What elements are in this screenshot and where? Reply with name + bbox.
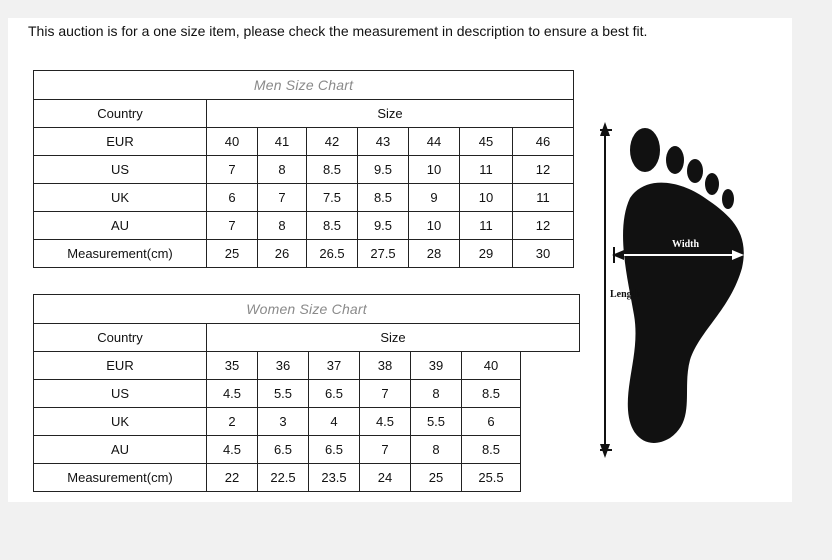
women-size-cell: 4 bbox=[309, 408, 360, 436]
women-empty-cell bbox=[521, 380, 580, 408]
men-row bbox=[34, 156, 574, 184]
men-size-cell: 45 bbox=[460, 128, 513, 156]
women-size-cell: 40 bbox=[462, 352, 521, 380]
men-size-cell: 29 bbox=[460, 240, 513, 268]
men-size-cell: 26 bbox=[258, 240, 307, 268]
men-size-cell: 25 bbox=[207, 240, 258, 268]
women-size-cell: 6.5 bbox=[309, 380, 360, 408]
women-row bbox=[34, 352, 580, 380]
men-size-cell: 8 bbox=[258, 156, 307, 184]
women-chart-title: Women Size Chart bbox=[34, 295, 580, 324]
men-size-cell: 9.5 bbox=[358, 156, 409, 184]
women-size-cell: 8.5 bbox=[462, 380, 521, 408]
men-size-cell: 43 bbox=[358, 128, 409, 156]
men-row-label: Measurement(cm) bbox=[34, 240, 207, 268]
women-size-cell: 7 bbox=[360, 436, 411, 464]
women-size-cell: 22 bbox=[207, 464, 258, 492]
women-size-cell: 4.5 bbox=[207, 436, 258, 464]
men-row-label: UK bbox=[34, 184, 207, 212]
women-size-cell: 8.5 bbox=[462, 436, 521, 464]
women-size-cell: 4.5 bbox=[207, 380, 258, 408]
fit-notice: This auction is for a one size item, please check the measurement in description to ensure a best fit. bbox=[28, 23, 648, 39]
men-size-cell: 8.5 bbox=[307, 212, 358, 240]
foot-measurement-diagram bbox=[600, 120, 750, 460]
women-row-label: AU bbox=[34, 436, 207, 464]
men-row-label: US bbox=[34, 156, 207, 184]
women-size-cell: 23.5 bbox=[309, 464, 360, 492]
foot-icon bbox=[623, 128, 744, 443]
men-row bbox=[34, 212, 574, 240]
women-empty-cell bbox=[521, 464, 580, 492]
men-row-label: AU bbox=[34, 212, 207, 240]
women-size-cell: 6 bbox=[462, 408, 521, 436]
women-empty-cell bbox=[521, 408, 580, 436]
men-size-cell: 8.5 bbox=[358, 184, 409, 212]
men-size-cell: 9.5 bbox=[358, 212, 409, 240]
women-header-size: Size bbox=[207, 324, 580, 352]
men-chart-title: Men Size Chart bbox=[34, 71, 574, 100]
men-size-cell: 12 bbox=[513, 156, 574, 184]
women-row bbox=[34, 436, 580, 464]
men-row bbox=[34, 128, 574, 156]
men-size-cell: 30 bbox=[513, 240, 574, 268]
women-row bbox=[34, 380, 580, 408]
women-size-cell: 3 bbox=[258, 408, 309, 436]
men-size-cell: 26.5 bbox=[307, 240, 358, 268]
men-size-cell: 10 bbox=[409, 212, 460, 240]
men-size-cell: 44 bbox=[409, 128, 460, 156]
men-size-cell: 7 bbox=[207, 212, 258, 240]
men-row bbox=[34, 184, 574, 212]
men-size-cell: 46 bbox=[513, 128, 574, 156]
men-size-cell: 12 bbox=[513, 212, 574, 240]
women-empty-cell bbox=[521, 436, 580, 464]
women-row-label: US bbox=[34, 380, 207, 408]
women-size-cell: 36 bbox=[258, 352, 309, 380]
men-size-cell: 7 bbox=[258, 184, 307, 212]
women-row-label: Measurement(cm) bbox=[34, 464, 207, 492]
women-row bbox=[34, 408, 580, 436]
women-size-cell: 24 bbox=[360, 464, 411, 492]
women-size-cell: 37 bbox=[309, 352, 360, 380]
men-size-cell: 41 bbox=[258, 128, 307, 156]
men-size-cell: 10 bbox=[460, 184, 513, 212]
women-empty-cell bbox=[521, 352, 580, 380]
men-header-size: Size bbox=[207, 100, 574, 128]
women-size-cell: 4.5 bbox=[360, 408, 411, 436]
women-size-cell: 25.5 bbox=[462, 464, 521, 492]
men-size-cell: 6 bbox=[207, 184, 258, 212]
men-size-table bbox=[33, 70, 574, 268]
women-size-cell: 5.5 bbox=[258, 380, 309, 408]
women-size-cell: 25 bbox=[411, 464, 462, 492]
men-size-cell: 7.5 bbox=[307, 184, 358, 212]
men-size-cell: 11 bbox=[460, 156, 513, 184]
men-size-cell: 27.5 bbox=[358, 240, 409, 268]
men-row-label: EUR bbox=[34, 128, 207, 156]
width-label: Width bbox=[672, 239, 700, 250]
women-size-cell: 6.5 bbox=[258, 436, 309, 464]
women-size-cell: 22.5 bbox=[258, 464, 309, 492]
men-size-cell: 8 bbox=[258, 212, 307, 240]
men-size-cell: 11 bbox=[513, 184, 574, 212]
women-size-cell: 6.5 bbox=[309, 436, 360, 464]
men-size-cell: 9 bbox=[409, 184, 460, 212]
length-label: Length bbox=[610, 289, 641, 300]
men-size-cell: 7 bbox=[207, 156, 258, 184]
men-size-cell: 40 bbox=[207, 128, 258, 156]
women-size-cell: 8 bbox=[411, 436, 462, 464]
men-header-country: Country bbox=[34, 100, 207, 128]
women-size-cell: 8 bbox=[411, 380, 462, 408]
women-size-cell: 39 bbox=[411, 352, 462, 380]
men-row bbox=[34, 240, 574, 268]
women-row bbox=[34, 464, 580, 492]
women-row-label: UK bbox=[34, 408, 207, 436]
women-size-cell: 35 bbox=[207, 352, 258, 380]
women-size-cell: 5.5 bbox=[411, 408, 462, 436]
women-size-cell: 7 bbox=[360, 380, 411, 408]
women-size-cell: 38 bbox=[360, 352, 411, 380]
women-size-cell: 2 bbox=[207, 408, 258, 436]
men-size-cell: 8.5 bbox=[307, 156, 358, 184]
men-size-cell: 42 bbox=[307, 128, 358, 156]
men-size-cell: 11 bbox=[460, 212, 513, 240]
men-size-cell: 28 bbox=[409, 240, 460, 268]
women-size-table bbox=[33, 294, 580, 492]
men-size-cell: 10 bbox=[409, 156, 460, 184]
women-row-label: EUR bbox=[34, 352, 207, 380]
women-header-country: Country bbox=[34, 324, 207, 352]
